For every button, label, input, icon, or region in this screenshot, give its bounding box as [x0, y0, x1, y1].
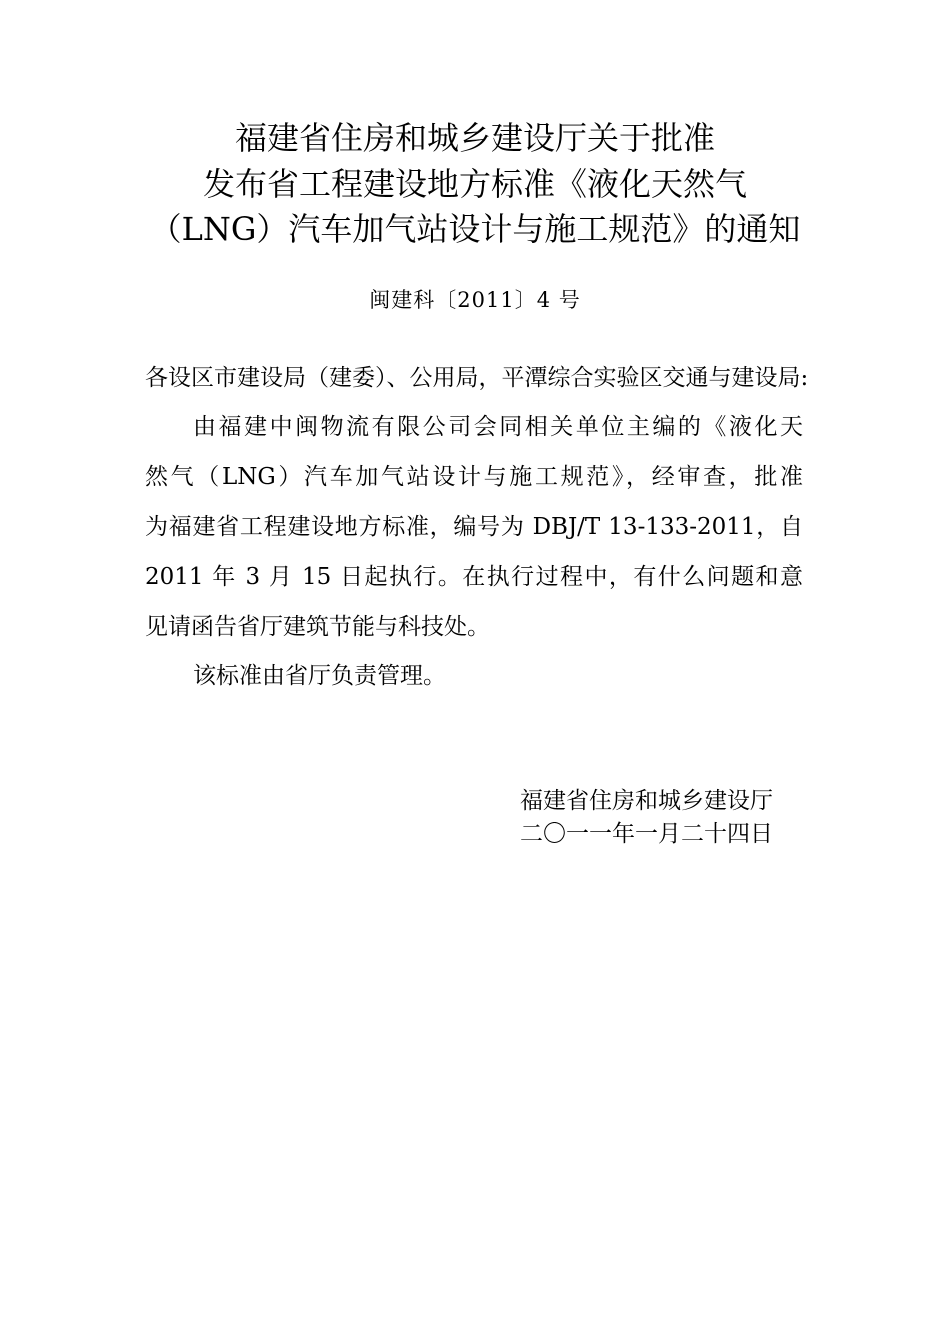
body-line-4: 2011 年 3 月 15 日起执行。在执行过程中，有什么问题和意 — [145, 564, 803, 590]
body-line-3: 为福建省工程建设地方标准，编号为 DBJ/T 13-133-2011，自 — [145, 514, 803, 540]
signature-organization: 福建省住房和城乡建设厅 — [520, 788, 773, 814]
document-title-line-1: 福建省住房和城乡建设厅关于批准 — [234, 119, 715, 157]
document-title-line-3: （LNG）汽车加气站设计与施工规范》的通知 — [149, 210, 801, 248]
signature-date: 二〇一一年一月二十四日 — [520, 821, 773, 847]
body-line-1: 由福建中闽物流有限公司会同相关单位主编的《液化天 — [193, 414, 803, 440]
addressee: 各设区市建设局（建委）、公用局，平潭综合实验区交通与建设局: — [145, 365, 809, 391]
management-note: 该标准由省厅负责管理。 — [193, 663, 446, 689]
document-number: 闽建科〔2011〕4 号 — [369, 288, 581, 312]
document-title-line-2: 发布省工程建设地方标准《液化天然气 — [202, 165, 747, 203]
body-line-2: 然气（LNG）汽车加气站设计与施工规范》，经审查，批准 — [145, 464, 803, 490]
body-line-5: 见请函告省厅建筑节能与科技处。 — [145, 614, 490, 640]
